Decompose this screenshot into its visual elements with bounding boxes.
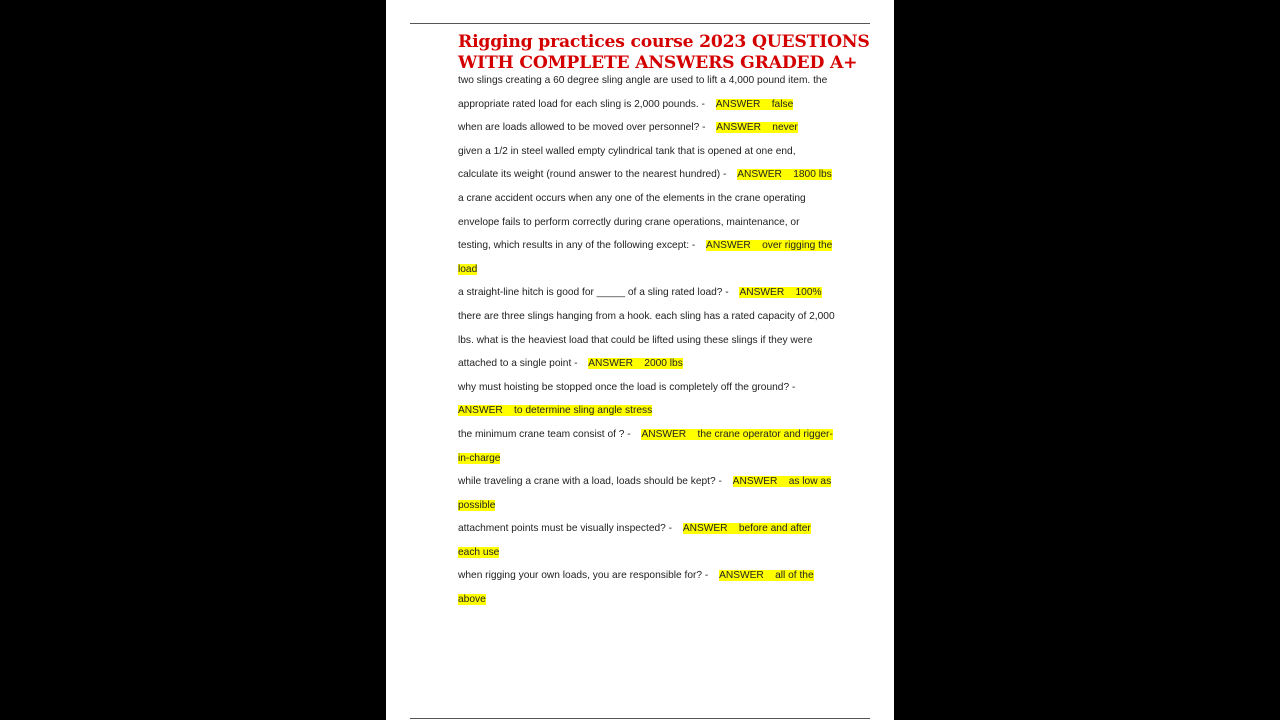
question-text: attached to a single point -: [458, 358, 589, 370]
title-line-2: WITH COMPLETE ANSWERS GRADED A+: [458, 53, 858, 73]
answer-highlight: ANSWER to determine sling angle stress: [458, 405, 653, 417]
text-line: [458, 588, 850, 612]
text-line: [458, 423, 850, 447]
text-line: [458, 93, 850, 117]
answer-highlight: ANSWER never: [716, 122, 798, 134]
title-line-1: Rigging practices course 2023 QUESTIONS: [458, 32, 870, 52]
answer-highlight: ANSWER 100%: [739, 287, 822, 299]
answer-highlight: ANSWER 2000 lbs: [588, 358, 683, 370]
text-line: [458, 305, 850, 329]
text-line: [458, 541, 850, 565]
answer-highlight: ANSWER over rigging the: [706, 240, 833, 252]
text-line: [458, 329, 850, 353]
question-text: testing, which results in any of the following except: -: [458, 240, 707, 252]
question-text: when are loads allowed to be moved over personnel? -: [458, 122, 717, 134]
text-line: [458, 116, 850, 140]
text-line: [458, 352, 850, 376]
text-line: [458, 376, 850, 400]
text-line: [458, 470, 850, 494]
question-text: while traveling a crane with a load, loads should be kept? -: [458, 476, 733, 488]
question-text: there are three slings hanging from a hook. each sling has a rated capacity of 2,000: [458, 310, 835, 322]
question-text: a crane accident occurs when any one of the elements in the crane operating: [458, 192, 806, 204]
text-line: [458, 564, 850, 588]
answer-highlight: ANSWER the crane operator and rigger-: [641, 428, 833, 440]
answer-highlight: possible: [458, 499, 496, 511]
question-text: two slings creating a 60 degree sling angle are used to lift a 4,000 pound item. the: [458, 75, 828, 86]
text-line: [458, 187, 850, 211]
question-text: envelope fails to perform correctly during crane operations, maintenance, or: [458, 216, 800, 228]
question-text: the minimum crane team consist of ? -: [458, 428, 642, 440]
answer-highlight: ANSWER as low as: [732, 476, 832, 488]
qa-body: [458, 69, 850, 612]
question-text: lbs. what is the heaviest load that could be lifted using these slings if they were: [458, 334, 813, 346]
footer-rule: [410, 718, 870, 719]
text-line: [458, 69, 850, 93]
text-line: [458, 163, 850, 187]
question-text: why must hoisting be stopped once the load is completely off the ground? -: [458, 381, 796, 393]
text-line: [458, 140, 850, 164]
answer-highlight: in-charge: [458, 452, 501, 464]
question-text: appropriate rated load for each sling is 2,000 pounds. -: [458, 98, 716, 110]
text-line: [458, 399, 850, 423]
answer-highlight: ANSWER false: [715, 98, 794, 110]
question-text: attachment points must be visually inspected? -: [458, 523, 683, 535]
answer-highlight: above: [458, 594, 486, 606]
text-line: [458, 494, 850, 518]
text-line: [458, 211, 850, 235]
question-text: calculate its weight (round answer to the nearest hundred) -: [458, 169, 738, 181]
answer-highlight: ANSWER all of the: [719, 570, 814, 582]
text-line: [458, 281, 850, 305]
document-page: [386, 0, 894, 720]
answer-highlight: each use: [458, 546, 500, 558]
text-line: [458, 258, 850, 282]
answer-highlight: ANSWER before and after: [682, 523, 811, 535]
question-text: a straight-line hitch is good for _____ of a sling rated load? -: [458, 287, 740, 299]
answer-highlight: ANSWER 1800 lbs: [737, 169, 832, 181]
text-line: [458, 447, 850, 471]
document-title: [458, 32, 868, 74]
header-rule: [410, 23, 870, 24]
answer-highlight: load: [458, 263, 478, 275]
question-text: given a 1/2 in steel walled empty cylindrical tank that is opened at one end,: [458, 145, 796, 157]
text-line: [458, 517, 850, 541]
question-text: when rigging your own loads, you are responsible for? -: [458, 570, 720, 582]
text-line: [458, 234, 850, 258]
